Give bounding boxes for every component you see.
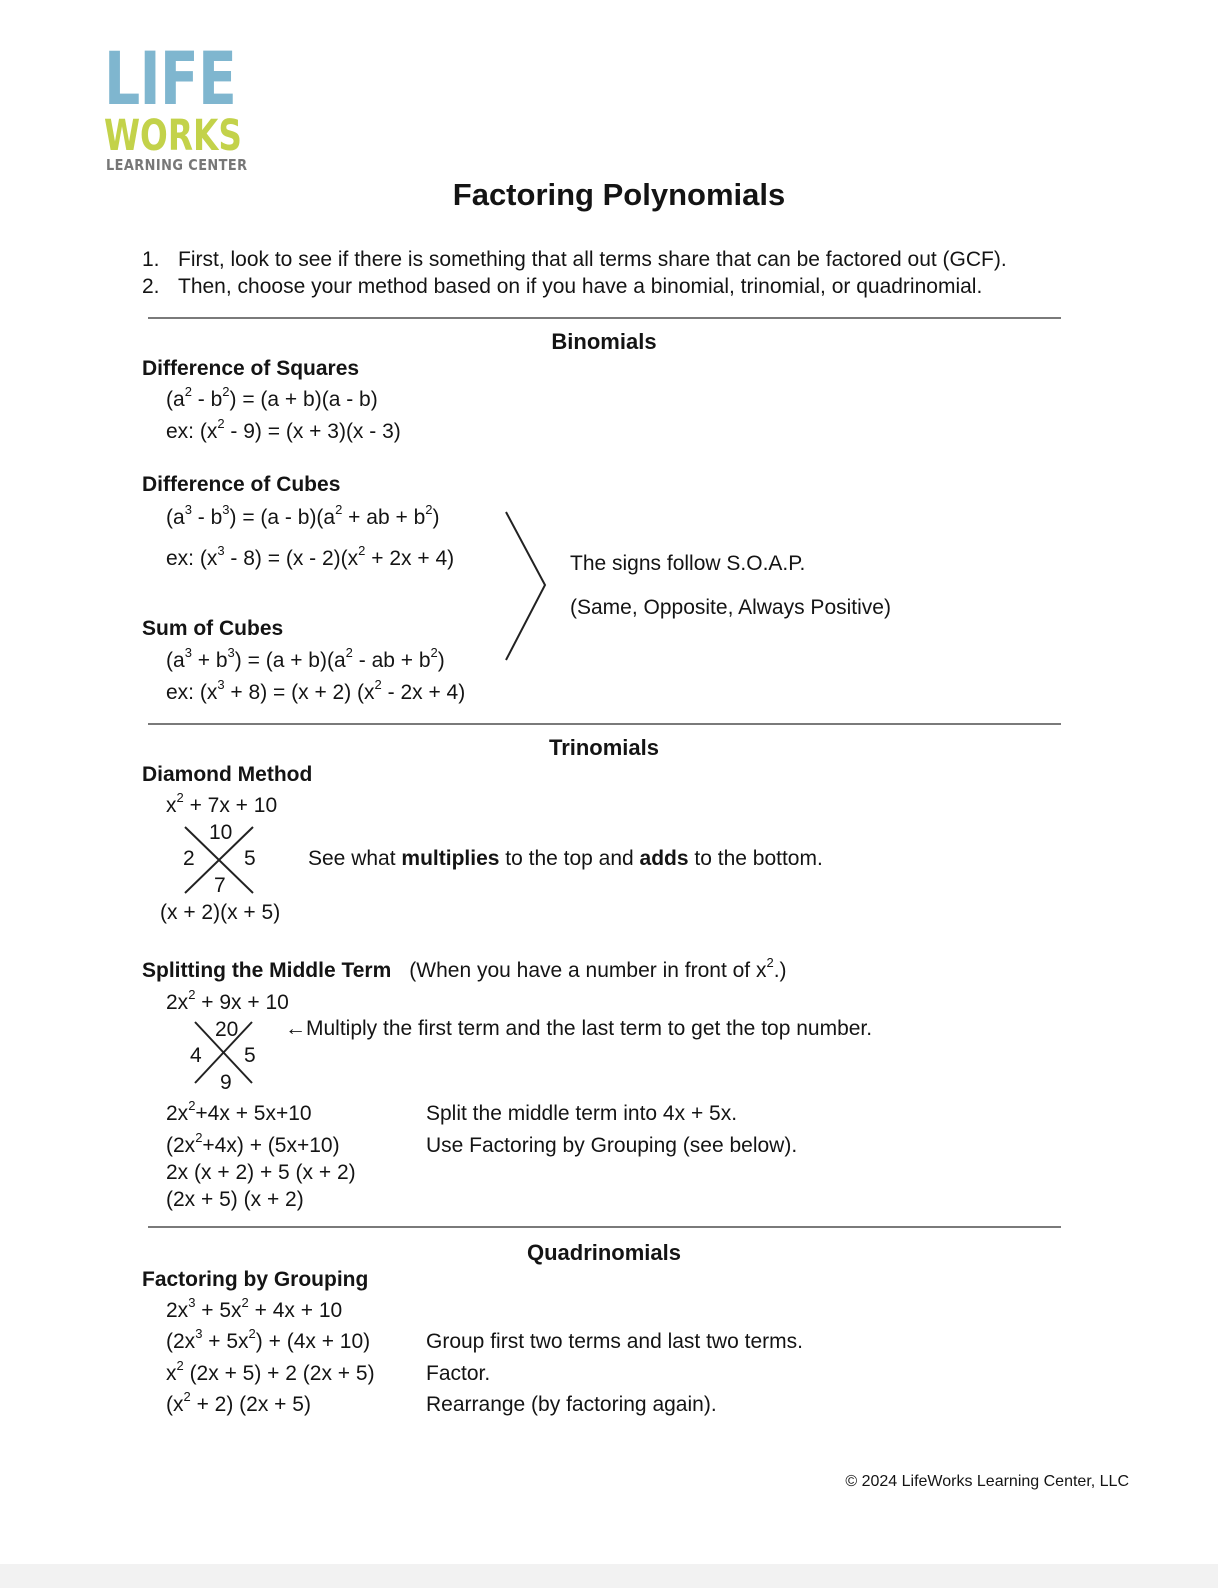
sum-cubes-example: ex: $(x^3 + 8) = (x + 2)$ $(x^2 - 2x + 4)$ [166,677,466,704]
section-heading-quadrinomials: Quadrinomials [526,1240,682,1265]
split-step-3: 2x (x + 2) + 5 (x + 2) [166,1161,356,1184]
diamond-result: (x + 2)(x + 5) [160,901,281,924]
grouping-step-3: $(x^2 + 2) (2x + 5)$ [166,1389,311,1416]
split-expression: $2x^2 + 9x + 10$ [166,987,289,1014]
diamond-expression: $x^2 + 7x + 10$ [166,790,278,817]
section-heading-binomials: Binomials [551,329,657,354]
split-step-4: (2x + 5) (x + 2) [166,1188,304,1211]
split-explain-1: Split the middle term into 4x + 5x. [426,1102,738,1125]
split-diamond-left: 4 [190,1044,202,1067]
diff-cubes-formula: $(a^3 - b^3) = (a - b)(a^2$ + ab + $b^2$) [166,502,440,529]
logo-life: LIFE [104,37,237,122]
grouping-step-1: $(2x^3 + 5x^2) + (4x + 10)$ [166,1326,371,1353]
split-explain-2: Use Factoring by Grouping (see below). [426,1134,798,1157]
sum-cubes-title: Sum of Cubes [142,617,284,640]
step-item: 2. Then, choose your method based on if you have a binomial, trinomial, or quadrinomial. [142,275,983,298]
grouping-title: Factoring by Grouping [142,1268,369,1291]
grouping-step-2: $x^2$ (2x + 5) + 2 (2x + 5) [166,1358,375,1385]
grouping-explain-1: Group first two terms and last two terms. [426,1330,803,1353]
diamond-right: 5 [244,847,256,870]
soap-line-1: The signs follow S.O.A.P. [570,552,806,575]
diff-squares-title: Difference of Squares [142,357,360,380]
soap-line-2: (Same, Opposite, Always Positive) [570,596,891,619]
diff-cubes-example: ex: $(x^3 - 8) = (x - 2)(x^2 + 2x + 4)$ [166,543,455,570]
sum-cubes-formula: $(a^3 + b^3) = (a + b)(a^2$ - ab + $b^2$) [166,645,445,672]
split-note: (When you have a number in front of $x^2$.) [409,955,787,982]
diff-squares-formula: $(a^2 - b^2) = (a + b)(a - b)$ [166,384,378,411]
diamond-top: 10 [209,821,233,844]
grouping-explain-3: Rearrange (by factoring again). [426,1393,717,1416]
diff-cubes-title: Difference of Cubes [142,473,341,496]
grouping-expression: $2x^3 + 5x^2 + 4x + 10$ [166,1295,343,1322]
split-arrow-note: ←Multiply the first term and the last term to get the top number. [285,1017,873,1040]
split-title: Splitting the Middle Term [142,959,392,982]
step-item: 1. First, look to see if there is something that all terms share that can be factored out (GCF). [142,248,1007,271]
copyright-footer: © 2024 LifeWorks Learning Center, LLC [845,1473,1129,1490]
split-step-2: $(2x^2+4x) + (5x+10)$ [166,1130,340,1157]
diamond-bottom: 7 [214,874,226,897]
diamond-left: 2 [183,847,195,870]
diamond-method-title: Diamond Method [142,763,313,786]
grouping-explain-2: Factor. [426,1362,491,1385]
logo-works: WORKS [104,111,242,161]
diff-squares-example: ex: $(x^2 - 9) = (x + 3)(x - 3)$ [166,416,401,443]
logo-learning-center: LEARNING CENTER [106,156,248,174]
page-title: Factoring Polynomials [452,177,786,212]
diamond-note: See what multiplies to the top and adds to the bottom. [308,847,823,870]
split-diamond-right: 5 [244,1044,256,1067]
section-heading-trinomials: Trinomials [548,735,660,760]
split-diamond-bottom: 9 [220,1071,232,1094]
soap-bracket [506,512,545,660]
split-diamond-top: 20 [215,1018,239,1041]
split-step-1: $2x^2+4x + 5x+10$ [166,1098,312,1125]
